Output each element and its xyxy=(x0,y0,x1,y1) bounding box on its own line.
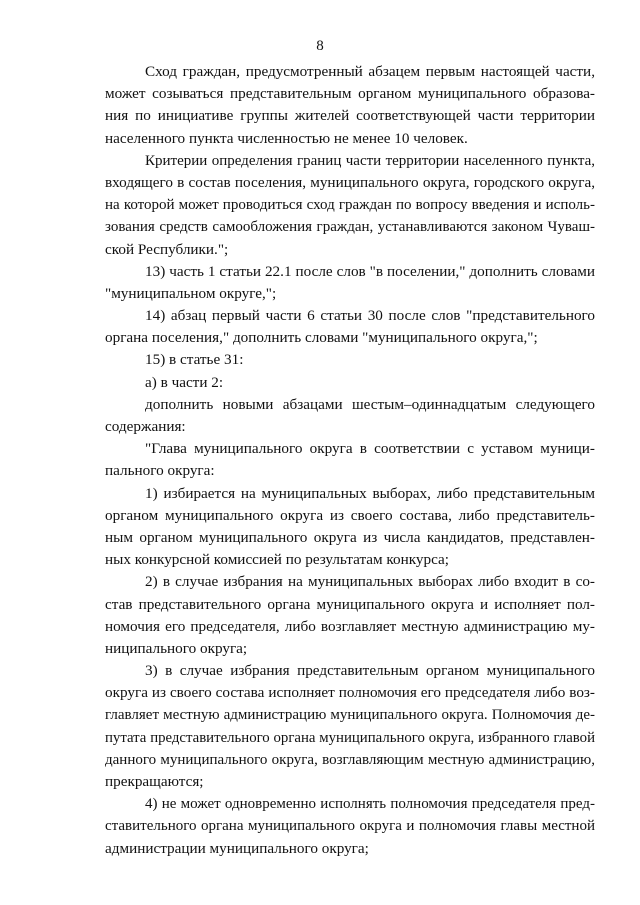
document-body xyxy=(105,61,595,860)
text-line: "муниципальном округе,"; xyxy=(105,284,277,302)
text-line: 14) абзац первый части 6 статьи 30 после слов "представительного xyxy=(145,307,595,325)
text-line: путата представительного органа муниципального округа, избранного главой xyxy=(105,729,595,746)
text-line: номочия его председателя, либо возглавляет местную администрацию му- xyxy=(105,617,595,635)
text-line: ным органом муниципального округа из числа кандидатов, представлен- xyxy=(105,528,595,546)
text-line: ской Республики."; xyxy=(105,240,229,258)
text-line: став представительного органа муниципального округа и исполняет пол- xyxy=(105,595,595,613)
text-line: администрации муниципального округа; xyxy=(105,839,369,857)
text-line: ных конкурсной комиссией по результатам конкурса; xyxy=(105,551,449,569)
text-line: Критерии определения границ части территории населенного пункта, xyxy=(145,152,595,169)
text-line: прекращаются; xyxy=(105,773,204,790)
text-line: органом муниципального округа из своего состава, либо представитель- xyxy=(105,506,595,524)
page-number: 8 xyxy=(316,38,324,54)
text-line: главляет местную администрацию муниципального округа. Полномочия де- xyxy=(105,707,595,724)
text-line: на которой может проводиться сход граждан по вопросу введения и исполь- xyxy=(105,197,595,214)
text-line: 2) в случае избрания на муниципальных выборах либо входит в со- xyxy=(145,573,595,591)
text-line: 1) избирается на муниципальных выборах, либо представительным xyxy=(145,484,595,502)
text-line: пального округа: xyxy=(105,462,215,480)
text-line: данного муниципального округа, возглавляющим местную администрацию, xyxy=(105,751,595,768)
text-line: зования средств самообложения граждан, устанавливаются законом Чуваш- xyxy=(105,219,595,236)
text-line: населенного пункта численностью не менее 10 человек. xyxy=(105,129,468,147)
text-line: 15) в статье 31: xyxy=(145,351,244,369)
text-line: 3) в случае избрания представительным органом муниципального xyxy=(145,662,595,680)
text-line: округа из своего состава исполняет полномочия его председателя либо воз- xyxy=(105,684,595,702)
text-line: 4) не может одновременно исполнять полномочия председателя пред- xyxy=(145,796,595,813)
text-line: а) в части 2: xyxy=(145,373,224,391)
text-line: органа поселения," дополнить словами "муниципального округа,"; xyxy=(105,329,538,347)
text-line: может созываться представительным органом муниципального образова- xyxy=(105,85,595,103)
text-line: "Глава муниципального округа в соответствии с уставом муници- xyxy=(145,440,595,458)
text-line: ния по инициативе группы жителей соответствующей части территории xyxy=(105,107,595,125)
text-line: содержания: xyxy=(105,418,186,435)
text-line: ниципального округа; xyxy=(105,639,248,657)
text-line: Сход граждан, предусмотренный абзацем первым настоящей части, xyxy=(145,63,595,80)
text-line: 13) часть 1 статьи 22.1 после слов "в поселении," дополнить словами xyxy=(145,262,595,280)
text-line: дополнить новыми абзацами шестым–одиннадцатым следующего xyxy=(145,395,595,413)
text-line: входящего в состав поселения, муниципального округа, городского округа, xyxy=(105,173,595,191)
text-line: ставительного органа муниципального округа и полномочия главы местной xyxy=(105,818,595,835)
